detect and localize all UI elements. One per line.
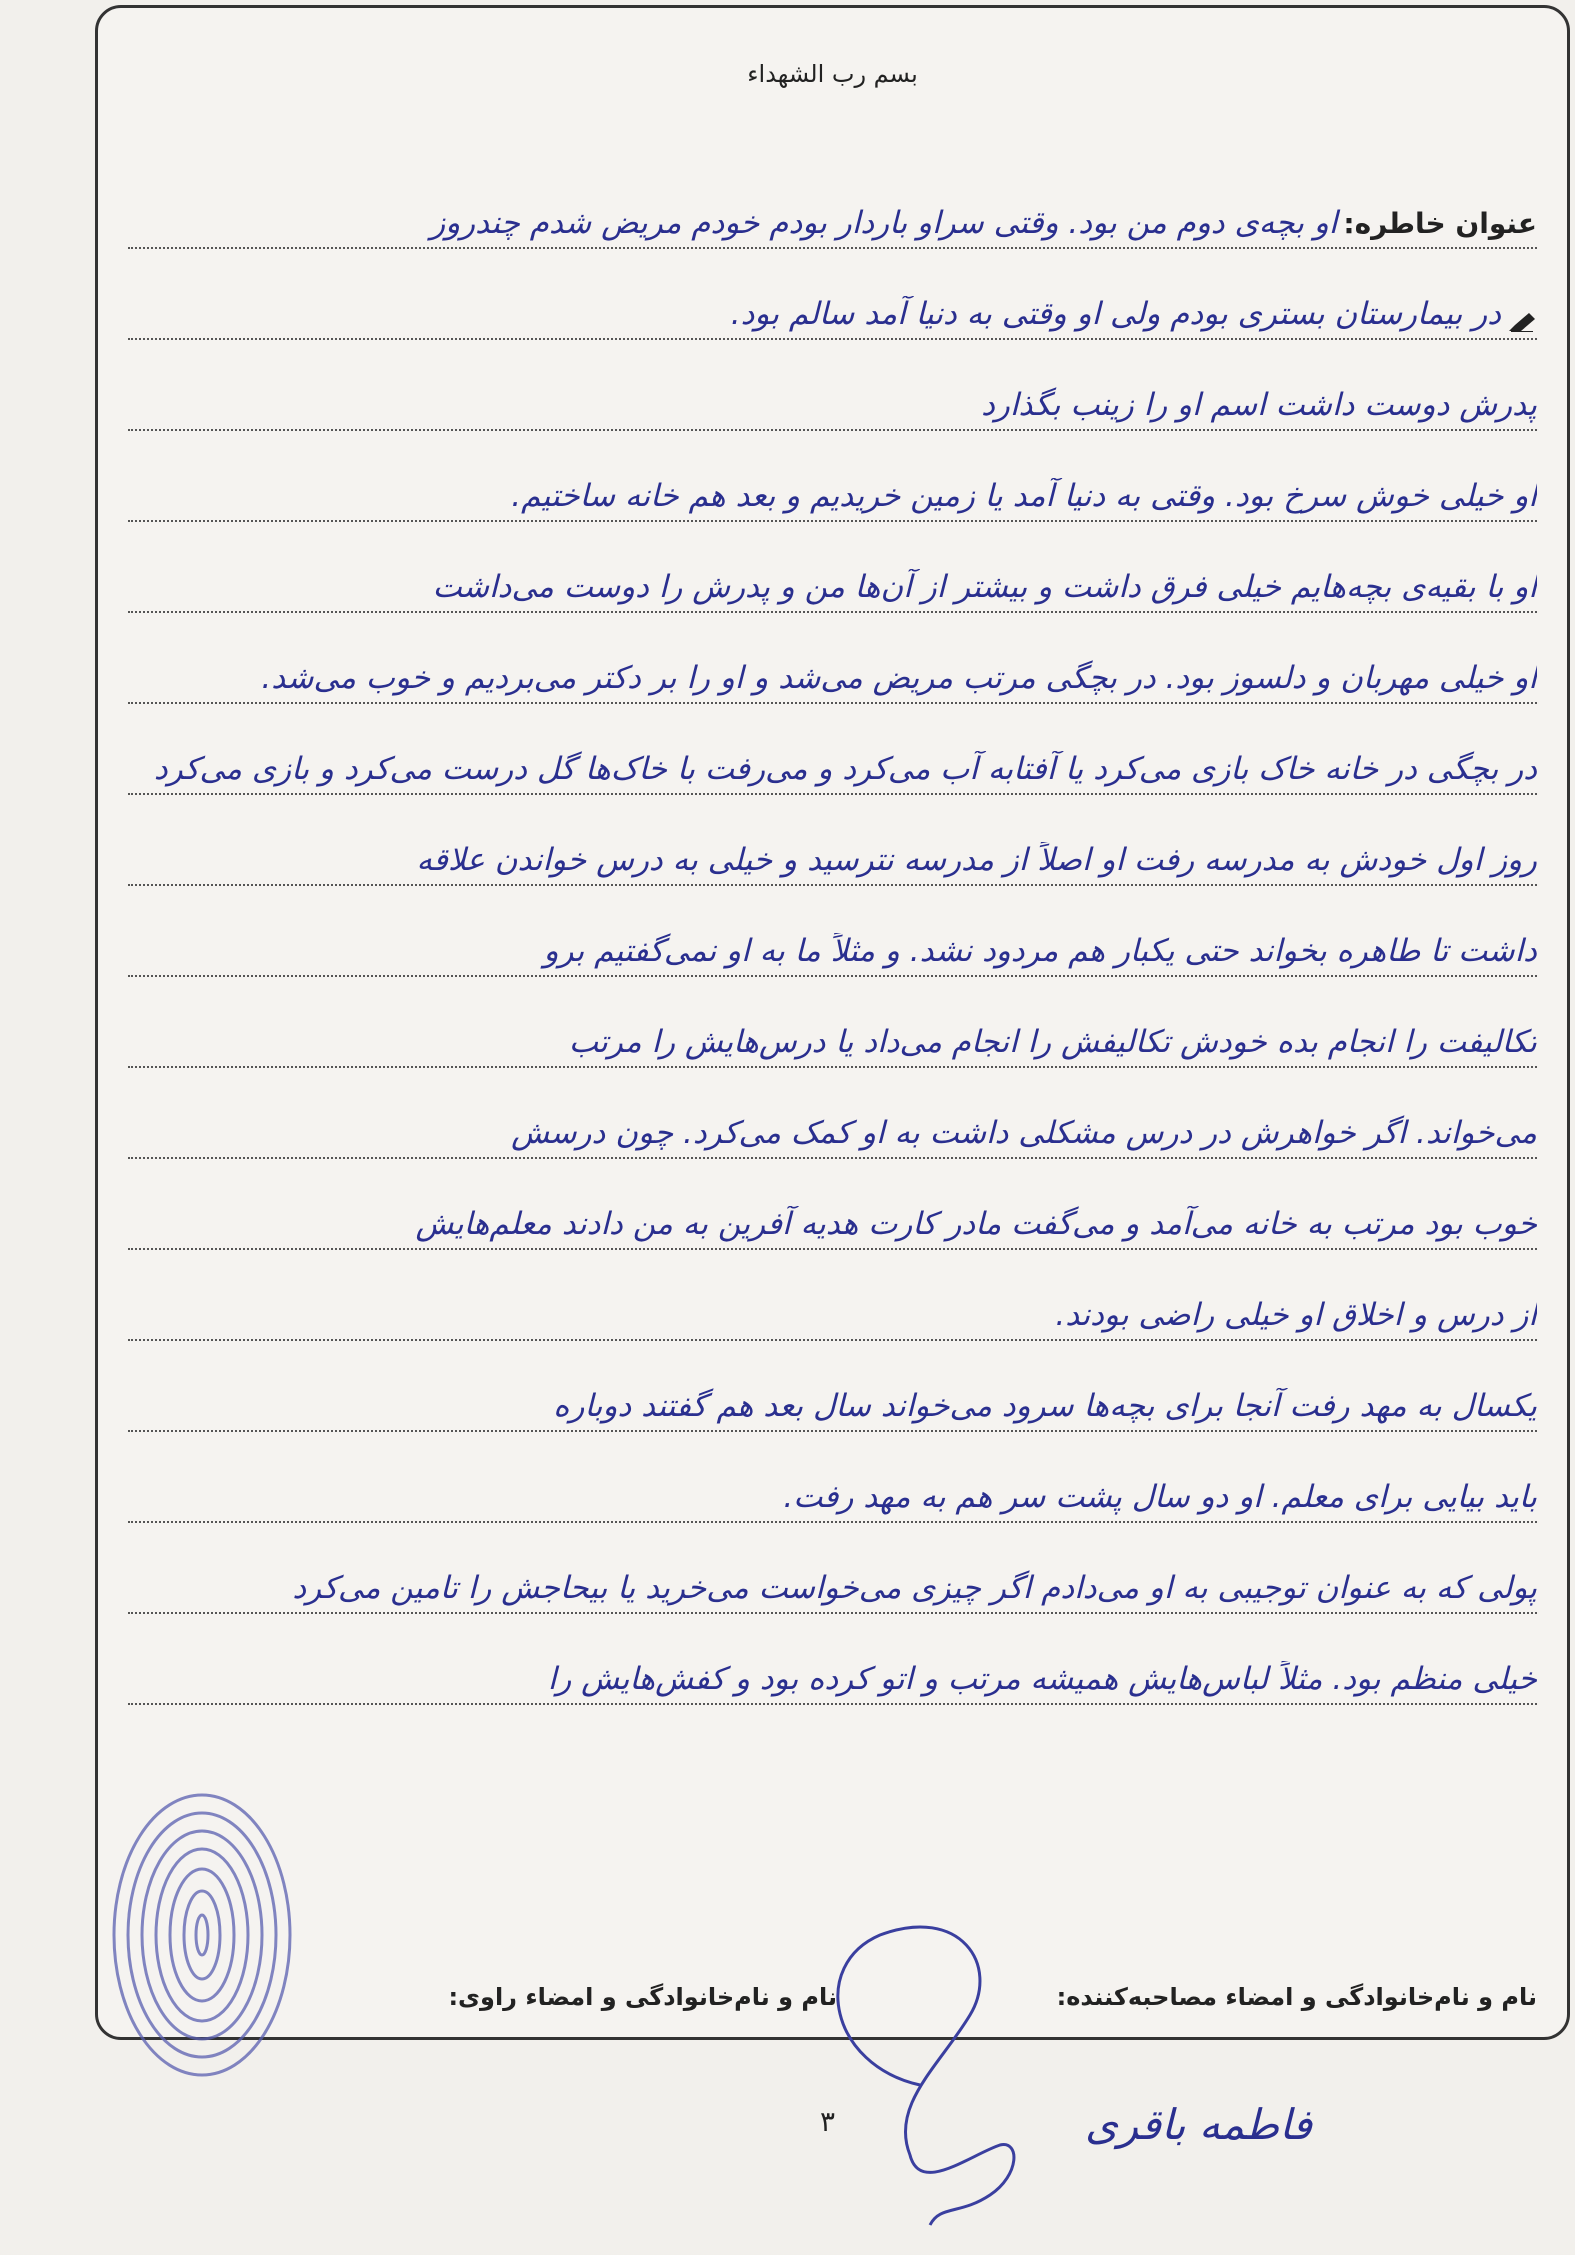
memoir-line-text: او بچه‌ی دوم من بود. وقتی سراو باردار بودم خودم مریض شدم چندروز xyxy=(430,205,1338,241)
memoir-line xyxy=(128,340,1537,431)
memoir-line-text: پولی که به عنوان توجیبی به او می‌دادم اگر چیزی می‌خواست می‌خرید یا بیحاجش را تامین می‌کرد xyxy=(292,1570,1537,1606)
memoir-line-text: او با بقیه‌ی بچه‌هایم خیلی فرق داشت و بیشتر از آن‌ها من و پدرش را دوست می‌داشت xyxy=(432,569,1537,605)
narrator-signature-label: نام و نام‌خانوادگی و امضاء راوی: xyxy=(448,1983,837,2011)
memoir-line xyxy=(128,431,1537,522)
memoir-line xyxy=(128,1250,1537,1341)
memoir-line-text: یکسال به مهد رفت آنجا برای بچه‌ها سرود می‌خواند سال بعد هم گفتند دوباره xyxy=(553,1388,1537,1424)
memoir-line-text: از درس و اخلاق او خیلی راضی بودند. xyxy=(1055,1297,1537,1333)
memoir-line-text: تکالیفت را انجام بده خودش تکالیفش را انجام می‌داد یا درس‌هایش را مرتب xyxy=(568,1024,1537,1060)
header-title: بسم رب الشهداء xyxy=(747,60,918,88)
interviewer-signature-label: نام و نام‌خانوادگی و امضاء مصاحبه‌کننده: xyxy=(1056,1983,1537,2011)
memoir-line xyxy=(128,795,1537,886)
memoir-line-text: خیلی منظم بود. مثلاً لباس‌هایش همیشه مرتب و اتو کرده بود و کفش‌هایش را xyxy=(547,1661,1537,1697)
memoir-line-text: در بیمارستان بستری بودم ولی او وقتی به دنیا آمد سالم بود. xyxy=(730,296,1501,332)
memoir-line xyxy=(128,1341,1537,1432)
memoir-line xyxy=(128,613,1537,704)
signature-scribble-icon xyxy=(770,1905,1080,2235)
memoir-line xyxy=(128,522,1537,613)
memoir-line xyxy=(128,1432,1537,1523)
memoir-line xyxy=(128,1068,1537,1159)
memoir-line xyxy=(128,1614,1537,1705)
form-frame xyxy=(95,5,1570,2040)
fingerprint-icon xyxy=(105,1785,300,2095)
memoir-line xyxy=(128,886,1537,977)
memoir-line xyxy=(128,249,1537,340)
narrator-signature-name: فاطمه باقری xyxy=(1085,2100,1313,2149)
memoir-lines xyxy=(128,158,1537,1705)
memoir-line xyxy=(128,1523,1537,1614)
memoir-line xyxy=(128,977,1537,1068)
memoir-line-text: در بچگی در خانه خاک بازی می‌کرد یا آفتابه آب می‌کرد و می‌رفت با خاک‌ها گل درست می‌کرد و بازی می‌کرد xyxy=(153,751,1537,787)
memoir-line-text: داشت تا طاهره بخواند حتی یکبار هم مردود نشد. و مثلاً ما به او نمی‌گفتیم برو xyxy=(543,933,1537,969)
pen-icon xyxy=(1507,305,1537,327)
memoir-line xyxy=(128,158,1537,249)
page-number: ۳ xyxy=(820,2105,836,2138)
memoir-line-text: پدرش دوست داشت اسم او را زینب بگذارد xyxy=(981,387,1537,423)
memoir-title-label: عنوان خاطره: xyxy=(1343,207,1537,240)
memoir-line xyxy=(128,704,1537,795)
memoir-line-text: او خیلی مهربان و دلسوز بود. در بچگی مرتب مریض می‌شد و او را بر دکتر می‌بردیم و خوب می‌شد. xyxy=(261,660,1537,696)
memoir-line-text: می‌خواند. اگر خواهرش در درس مشکلی داشت به او کمک می‌کرد. چون درسش xyxy=(511,1115,1537,1151)
memoir-line-text: او خیلی خوش سرخ بود. وقتی به دنیا آمد یا زمین خریدیم و بعد هم خانه ساختیم. xyxy=(511,478,1537,514)
memoir-line xyxy=(128,1159,1537,1250)
memoir-line-text: خوب بود مرتب به خانه می‌آمد و می‌گفت مادر کارت هدیه آفرین به من دادند معلم‌هایش xyxy=(415,1206,1537,1242)
memoir-line-text: باید بیایی برای معلم. او دو سال پشت سر هم به مهد رفت. xyxy=(783,1479,1537,1515)
memoir-line-text: روز اول خودش به مدرسه رفت او اصلاً از مدرسه نترسید و خیلی به درس خواندن علاقه xyxy=(416,842,1537,878)
